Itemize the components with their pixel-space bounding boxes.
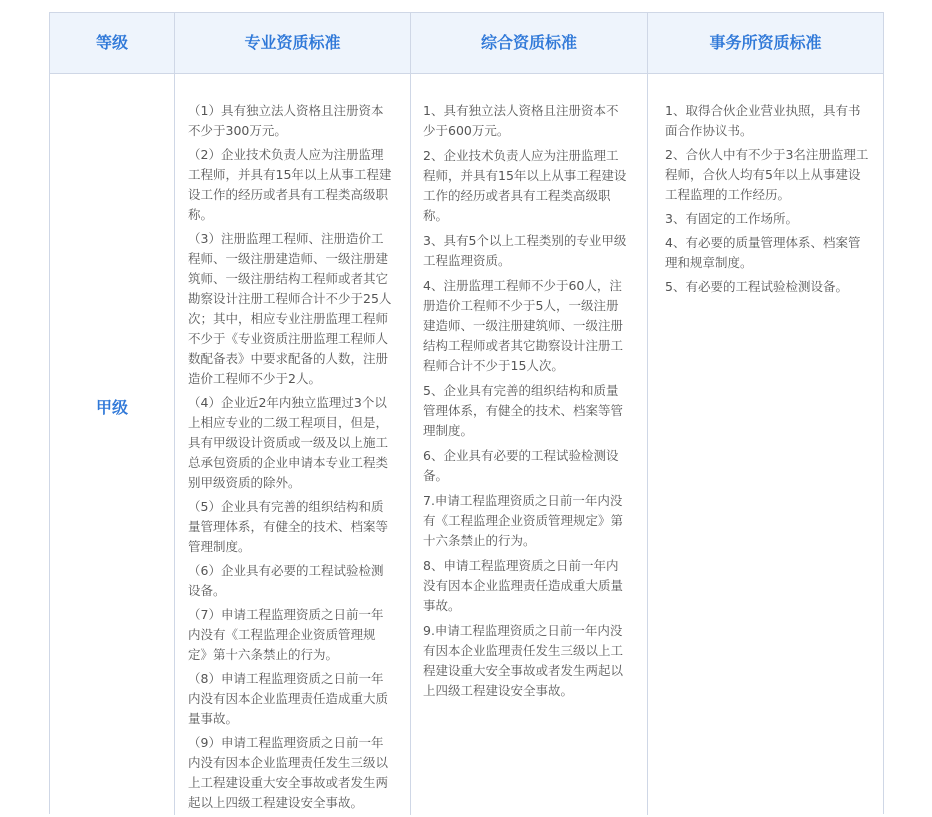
- firm-item: 3、有固定的工作场所。: [665, 211, 798, 226]
- comprehensive-item: 5、企业具有完善的组织结构和质量管理体系，有健全的技术、档案等管理制度。: [423, 383, 624, 438]
- column-divider: [174, 13, 175, 815]
- comprehensive-standard-cell: [423, 101, 627, 706]
- professional-item: （1）具有独立法人资格且注册资本不少于300万元。: [188, 103, 384, 138]
- comprehensive-item: 9.申请工程监理资质之日前一年内没有因本企业监理责任发生三级以上工程建设重大安全事故或者发生两起以上四级工程建设安全事故。: [423, 623, 624, 698]
- header-comprehensive: 综合资质标准: [480, 33, 577, 52]
- professional-item: （8）申请工程监理资质之日前一年内没有因本企业监理责任造成重大质量事故。: [188, 671, 389, 726]
- column-divider: [647, 13, 648, 815]
- column-divider: [410, 13, 411, 815]
- professional-item: （4）企业近2年内独立监理过3个以上相应专业的二级工程项目，但是，具有甲级设计资质或一级及以上施工总承包资质的企业申请本专业工程类别甲级资质的除外。: [188, 395, 389, 490]
- header-firm: 事务所资质标准: [709, 33, 822, 52]
- professional-standard-cell: [188, 101, 394, 817]
- qualification-table: [49, 12, 884, 814]
- comprehensive-item: 6、企业具有必要的工程试验检测设备。: [423, 448, 619, 483]
- comprehensive-item: 2、企业技术负责人应为注册监理工程师，并具有15年以上从事工程建设工作的经历或者具有工程类高级职称。: [423, 148, 627, 223]
- comprehensive-item: 1、具有独立法人资格且注册资本不少于600万元。: [423, 103, 619, 138]
- grade-cell: 甲级: [95, 398, 128, 417]
- firm-item: 2、合伙人中有不少于3名注册监理工程师，合伙人均有5年以上从事建设工程监理的工作经历。: [665, 147, 869, 202]
- firm-item: 1、取得合伙企业营业执照，具有书面合作协议书。: [665, 103, 861, 138]
- comprehensive-item: 7.申请工程监理资质之日前一年内没有《工程监理企业资质管理规定》第十六条禁止的行为。: [423, 493, 624, 548]
- comprehensive-item: 4、注册监理工程师不少于60人，注册造价工程师不少于5人，一级注册建造师、一级注册建筑师、一级注册结构工程师或者其它勘察设计注册工程师合计不少于15人次。: [423, 278, 624, 373]
- firm-item: 5、有必要的工程试验检测设备。: [665, 279, 848, 294]
- comprehensive-item: 3、具有5个以上工程类别的专业甲级工程监理资质。: [423, 233, 627, 268]
- professional-item: （6）企业具有必要的工程试验检测设备。: [188, 563, 384, 598]
- header-professional: 专业资质标准: [244, 33, 341, 52]
- professional-item: （3）注册监理工程师、注册造价工程师、一级注册建造师、一级注册建筑师、一级注册结构工程师或者其它勘察设计注册工程师合计不少于25人次；其中，相应专业注册监理工程师不少于《专业资质注册监理工程师人数配备表》中要求配备的人数，注册造价工程师不少于2人。: [188, 231, 392, 386]
- professional-item: （2）企业技术负责人应为注册监理工程师，并具有15年以上从事工程建设工作的经历或者具有工程类高级职称。: [188, 147, 392, 222]
- firm-standard-cell: [665, 101, 870, 301]
- firm-item: 4、有必要的质量管理体系、档案管理和规章制度。: [665, 235, 861, 270]
- professional-item: （7）申请工程监理资质之日前一年内没有《工程监理企业资质管理规定》第十六条禁止的行为。: [188, 607, 384, 662]
- header-grade: 等级: [95, 33, 128, 52]
- comprehensive-item: 8、申请工程监理资质之日前一年内没有因本企业监理责任造成重大质量事故。: [423, 558, 624, 613]
- professional-item: （5）企业具有完善的组织结构和质量管理体系，有健全的技术、档案等管理制度。: [188, 499, 389, 554]
- professional-item: （9）申请工程监理资质之日前一年内没有因本企业监理责任发生三级以上工程建设重大安全事故或者发生两起以上四级工程建设安全事故。: [188, 735, 389, 810]
